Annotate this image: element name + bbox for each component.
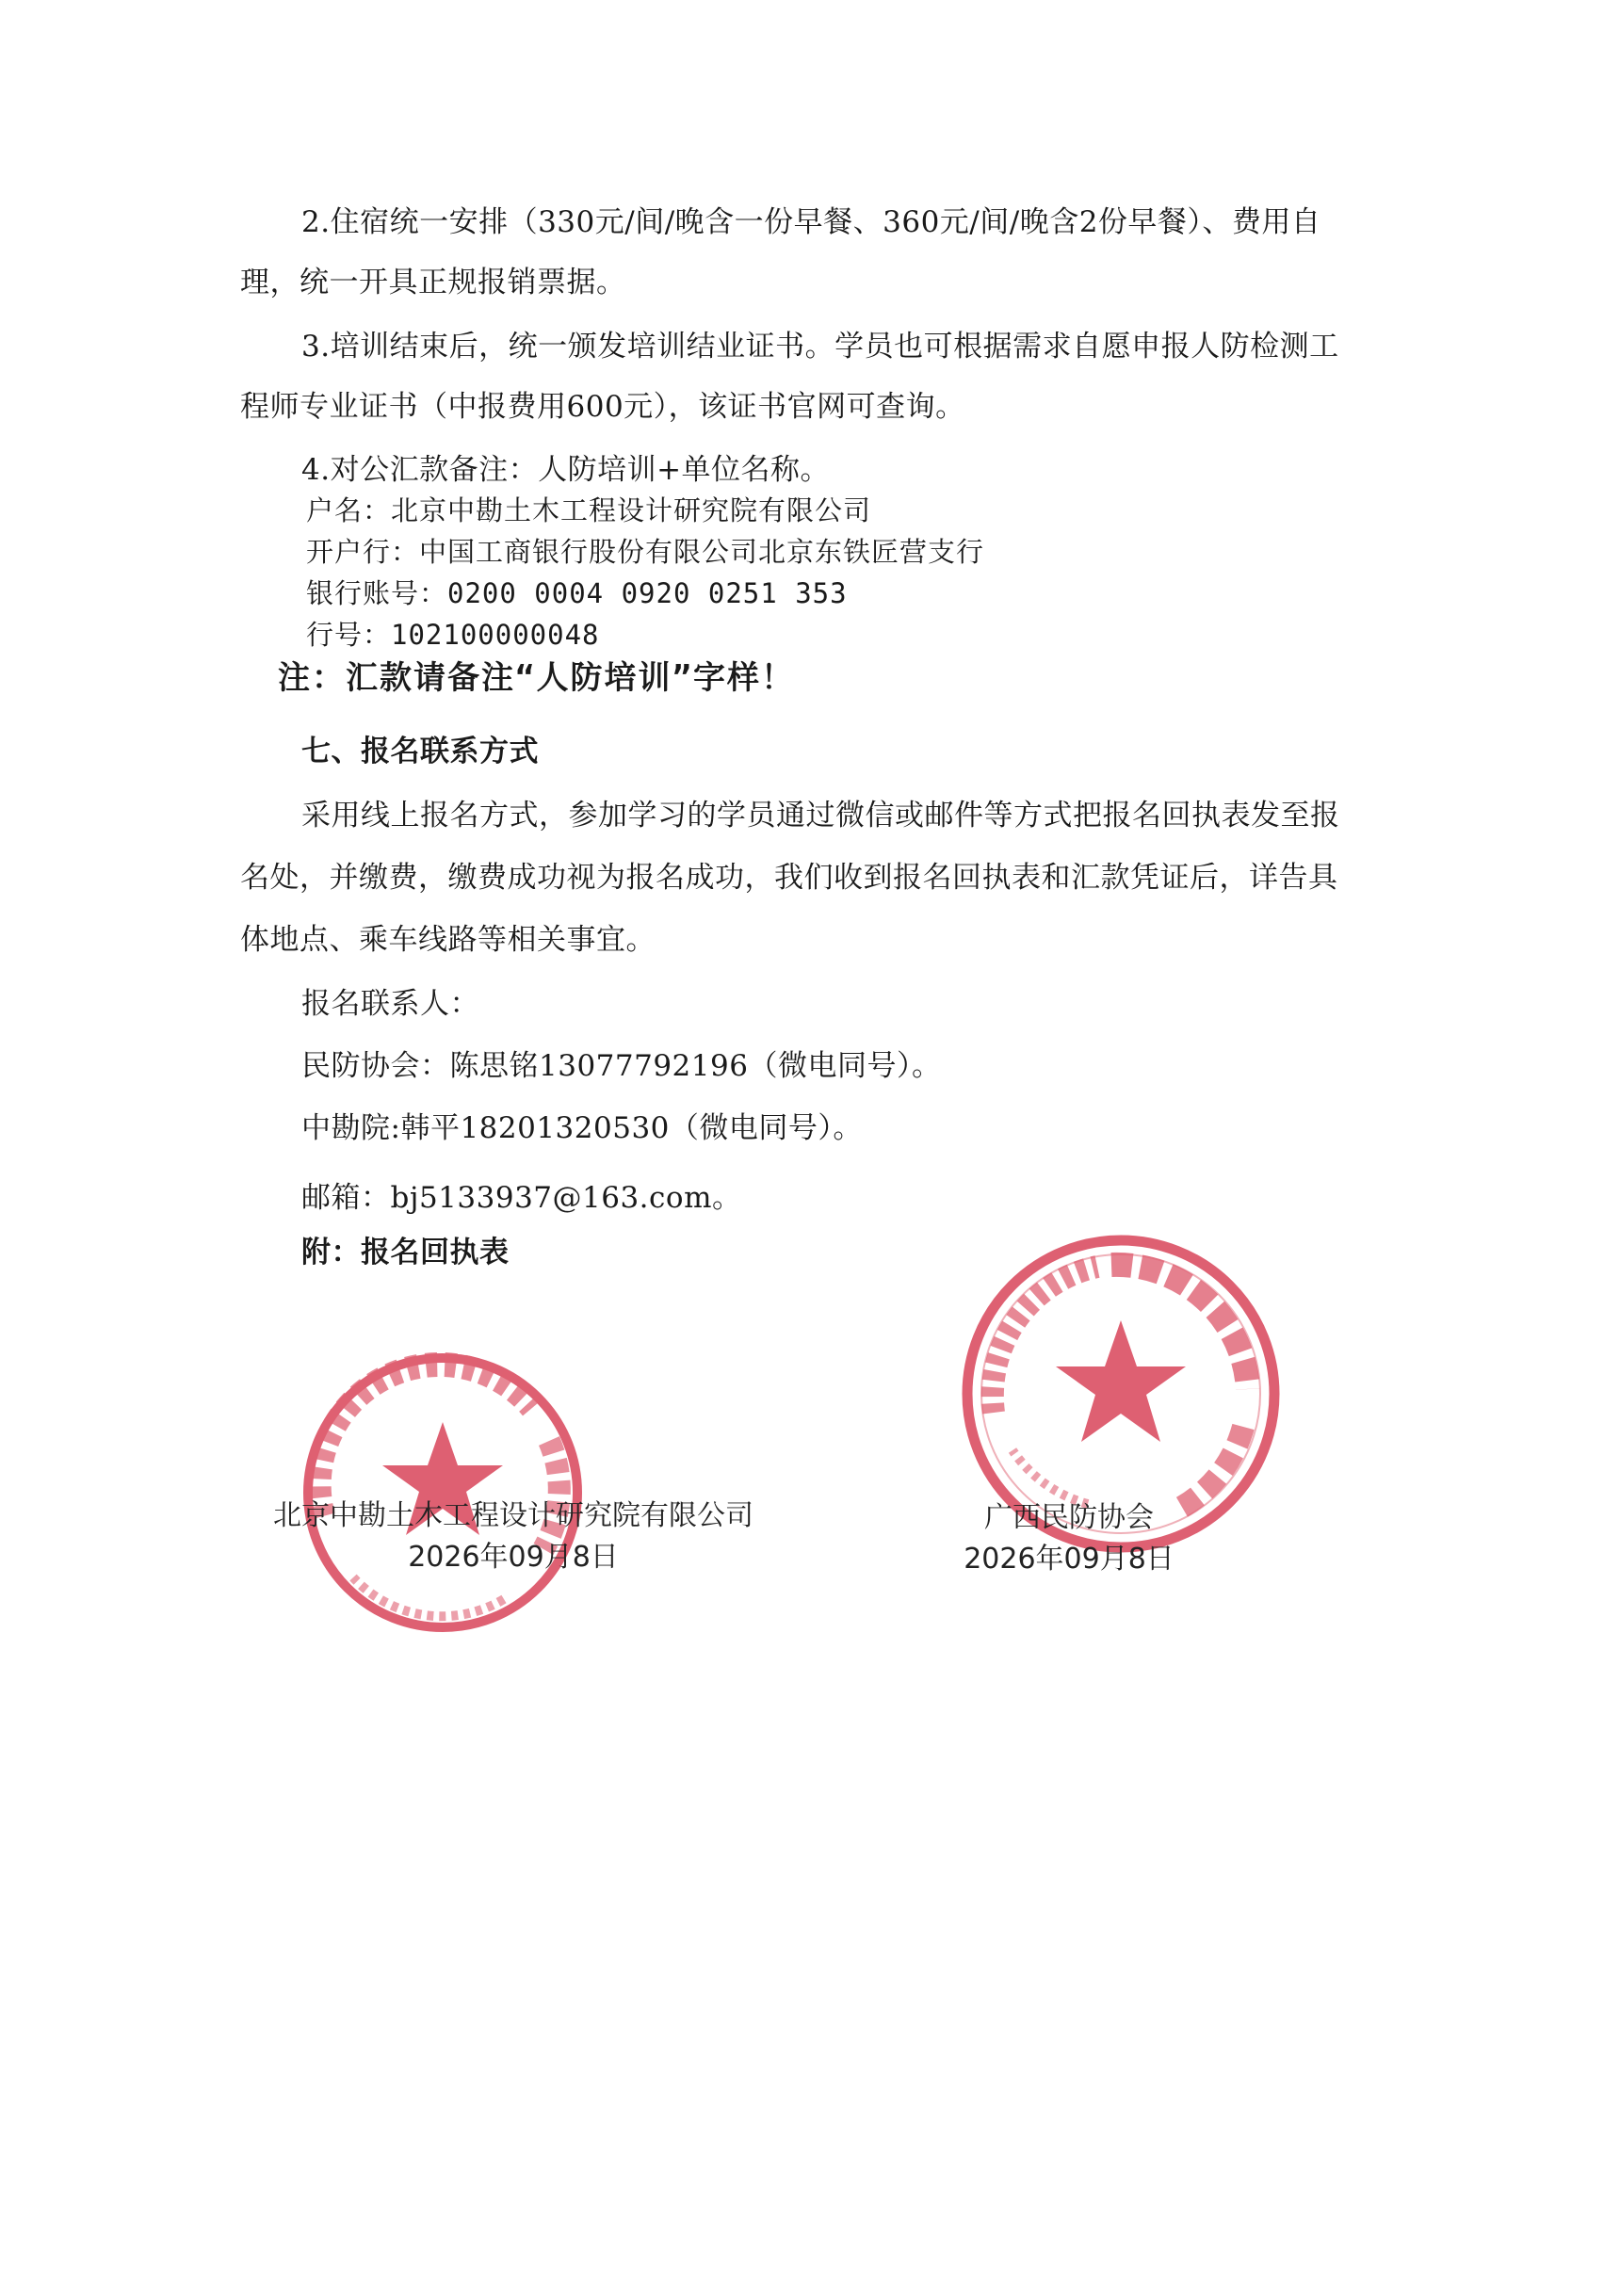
- left-date: 2026年09月8日: [408, 1541, 619, 1574]
- item-2-line-2: 理，统一开具正规报销票据。: [240, 266, 626, 299]
- right-org-name: 广西民防协会: [984, 1501, 1154, 1534]
- contact-1: 民防协会：陈思铭13077792196（微电同号）。: [301, 1049, 942, 1083]
- item-2-line-1: 2.住宿统一安排（330元/间/晚含一份早餐、360元/间/晚含2份早餐）、费用自: [301, 205, 1321, 239]
- email: 邮箱：bj5133937@163.com。: [301, 1181, 742, 1215]
- remit-note: 注：汇款请备注“人防培训”字样！: [278, 659, 795, 697]
- contact-2: 中勘院:韩平18201320530（微电同号）。: [301, 1111, 863, 1145]
- item-4-title: 4.对公汇款备注：人防培训+单位名称。: [301, 453, 831, 487]
- section-7-line-2: 名处，并缴费，缴费成功视为报名成功，我们收到报名回执表和汇款凭证后，详告具: [240, 861, 1338, 895]
- account-number: 银行账号：0200 0004 0920 0251 353: [306, 577, 848, 609]
- attachment: 附：报名回执表: [301, 1236, 510, 1269]
- contact-label: 报名联系人：: [301, 987, 479, 1021]
- section-7-line-1: 采用线上报名方式，参加学习的学员通过微信或邮件等方式把报名回执表发至报: [301, 799, 1340, 833]
- account-name: 户名：北京中勘土木工程设计研究院有限公司: [306, 494, 872, 526]
- bank-branch: 开户行：中国工商银行股份有限公司北京东铁匠营支行: [306, 536, 985, 568]
- beijing-zhongkan-institute-seal: [297, 1347, 589, 1639]
- left-org-name: 北京中勘土木工程设计研究院有限公司: [273, 1499, 753, 1532]
- item-3-line-1: 3.培训结束后，统一颁发培训结业证书。学员也可根据需求自愿申报人防检测工: [301, 330, 1339, 364]
- right-signature: [928, 1497, 1210, 1580]
- section-7-title: 七、报名联系方式: [301, 735, 539, 768]
- item-3-line-2: 程师专业证书（中报费用600元），该证书官网可查询。: [240, 390, 965, 424]
- section-7-line-3: 体地点、乘车线路等相关事宜。: [240, 923, 656, 957]
- left-signature: [231, 1496, 796, 1578]
- right-date: 2026年09月8日: [964, 1543, 1174, 1576]
- bank-code: 行号：102100000048: [306, 619, 600, 651]
